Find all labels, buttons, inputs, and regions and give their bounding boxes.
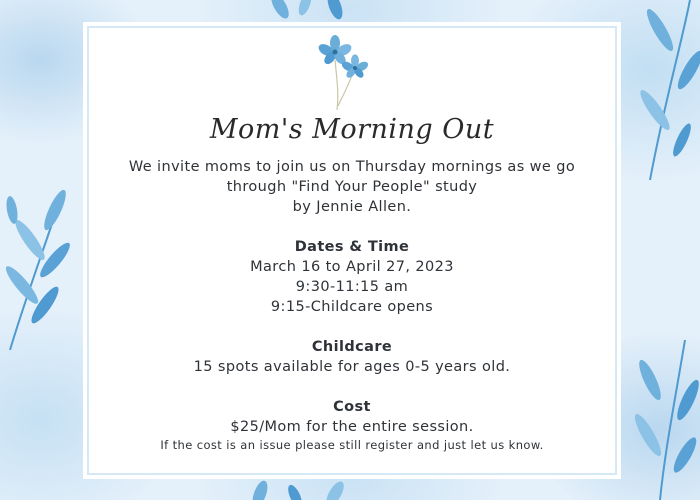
page-title: Mom's Morning Out [209,114,495,145]
intro-line: by Jennie Allen. [292,199,412,215]
dates-time-heading: Dates & Time [294,239,410,255]
childcare-heading: Childcare [311,339,393,355]
leaf-sprig-bottom-right-decoration [620,340,700,500]
time-line: 9:30-11:15 am [295,279,409,295]
invitation-body [103,157,601,453]
childcare-open-line: 9:15-Childcare opens [270,299,434,315]
leaf-fragment-bottom-decoration [240,478,360,500]
flower-icon [315,30,375,110]
leaf-fragment-top-decoration [260,0,360,24]
invitation-card [83,22,621,479]
dates-line: March 16 to April 27, 2023 [250,259,454,275]
cost-line: $25/Mom for the entire session. [230,419,474,435]
leaf-sprig-top-right-decoration [620,0,700,180]
cost-note: If the cost is an issue please still register and just let us know. [160,438,544,452]
cost-heading: Cost [333,399,371,415]
intro-line: through "Find Your People" study [226,179,478,195]
intro-line: We invite moms to join us on Thursday mornings as we go [128,159,576,175]
childcare-line: 15 spots available for ages 0-5 years old. [193,359,511,375]
leaf-sprig-left-decoration [0,180,90,350]
